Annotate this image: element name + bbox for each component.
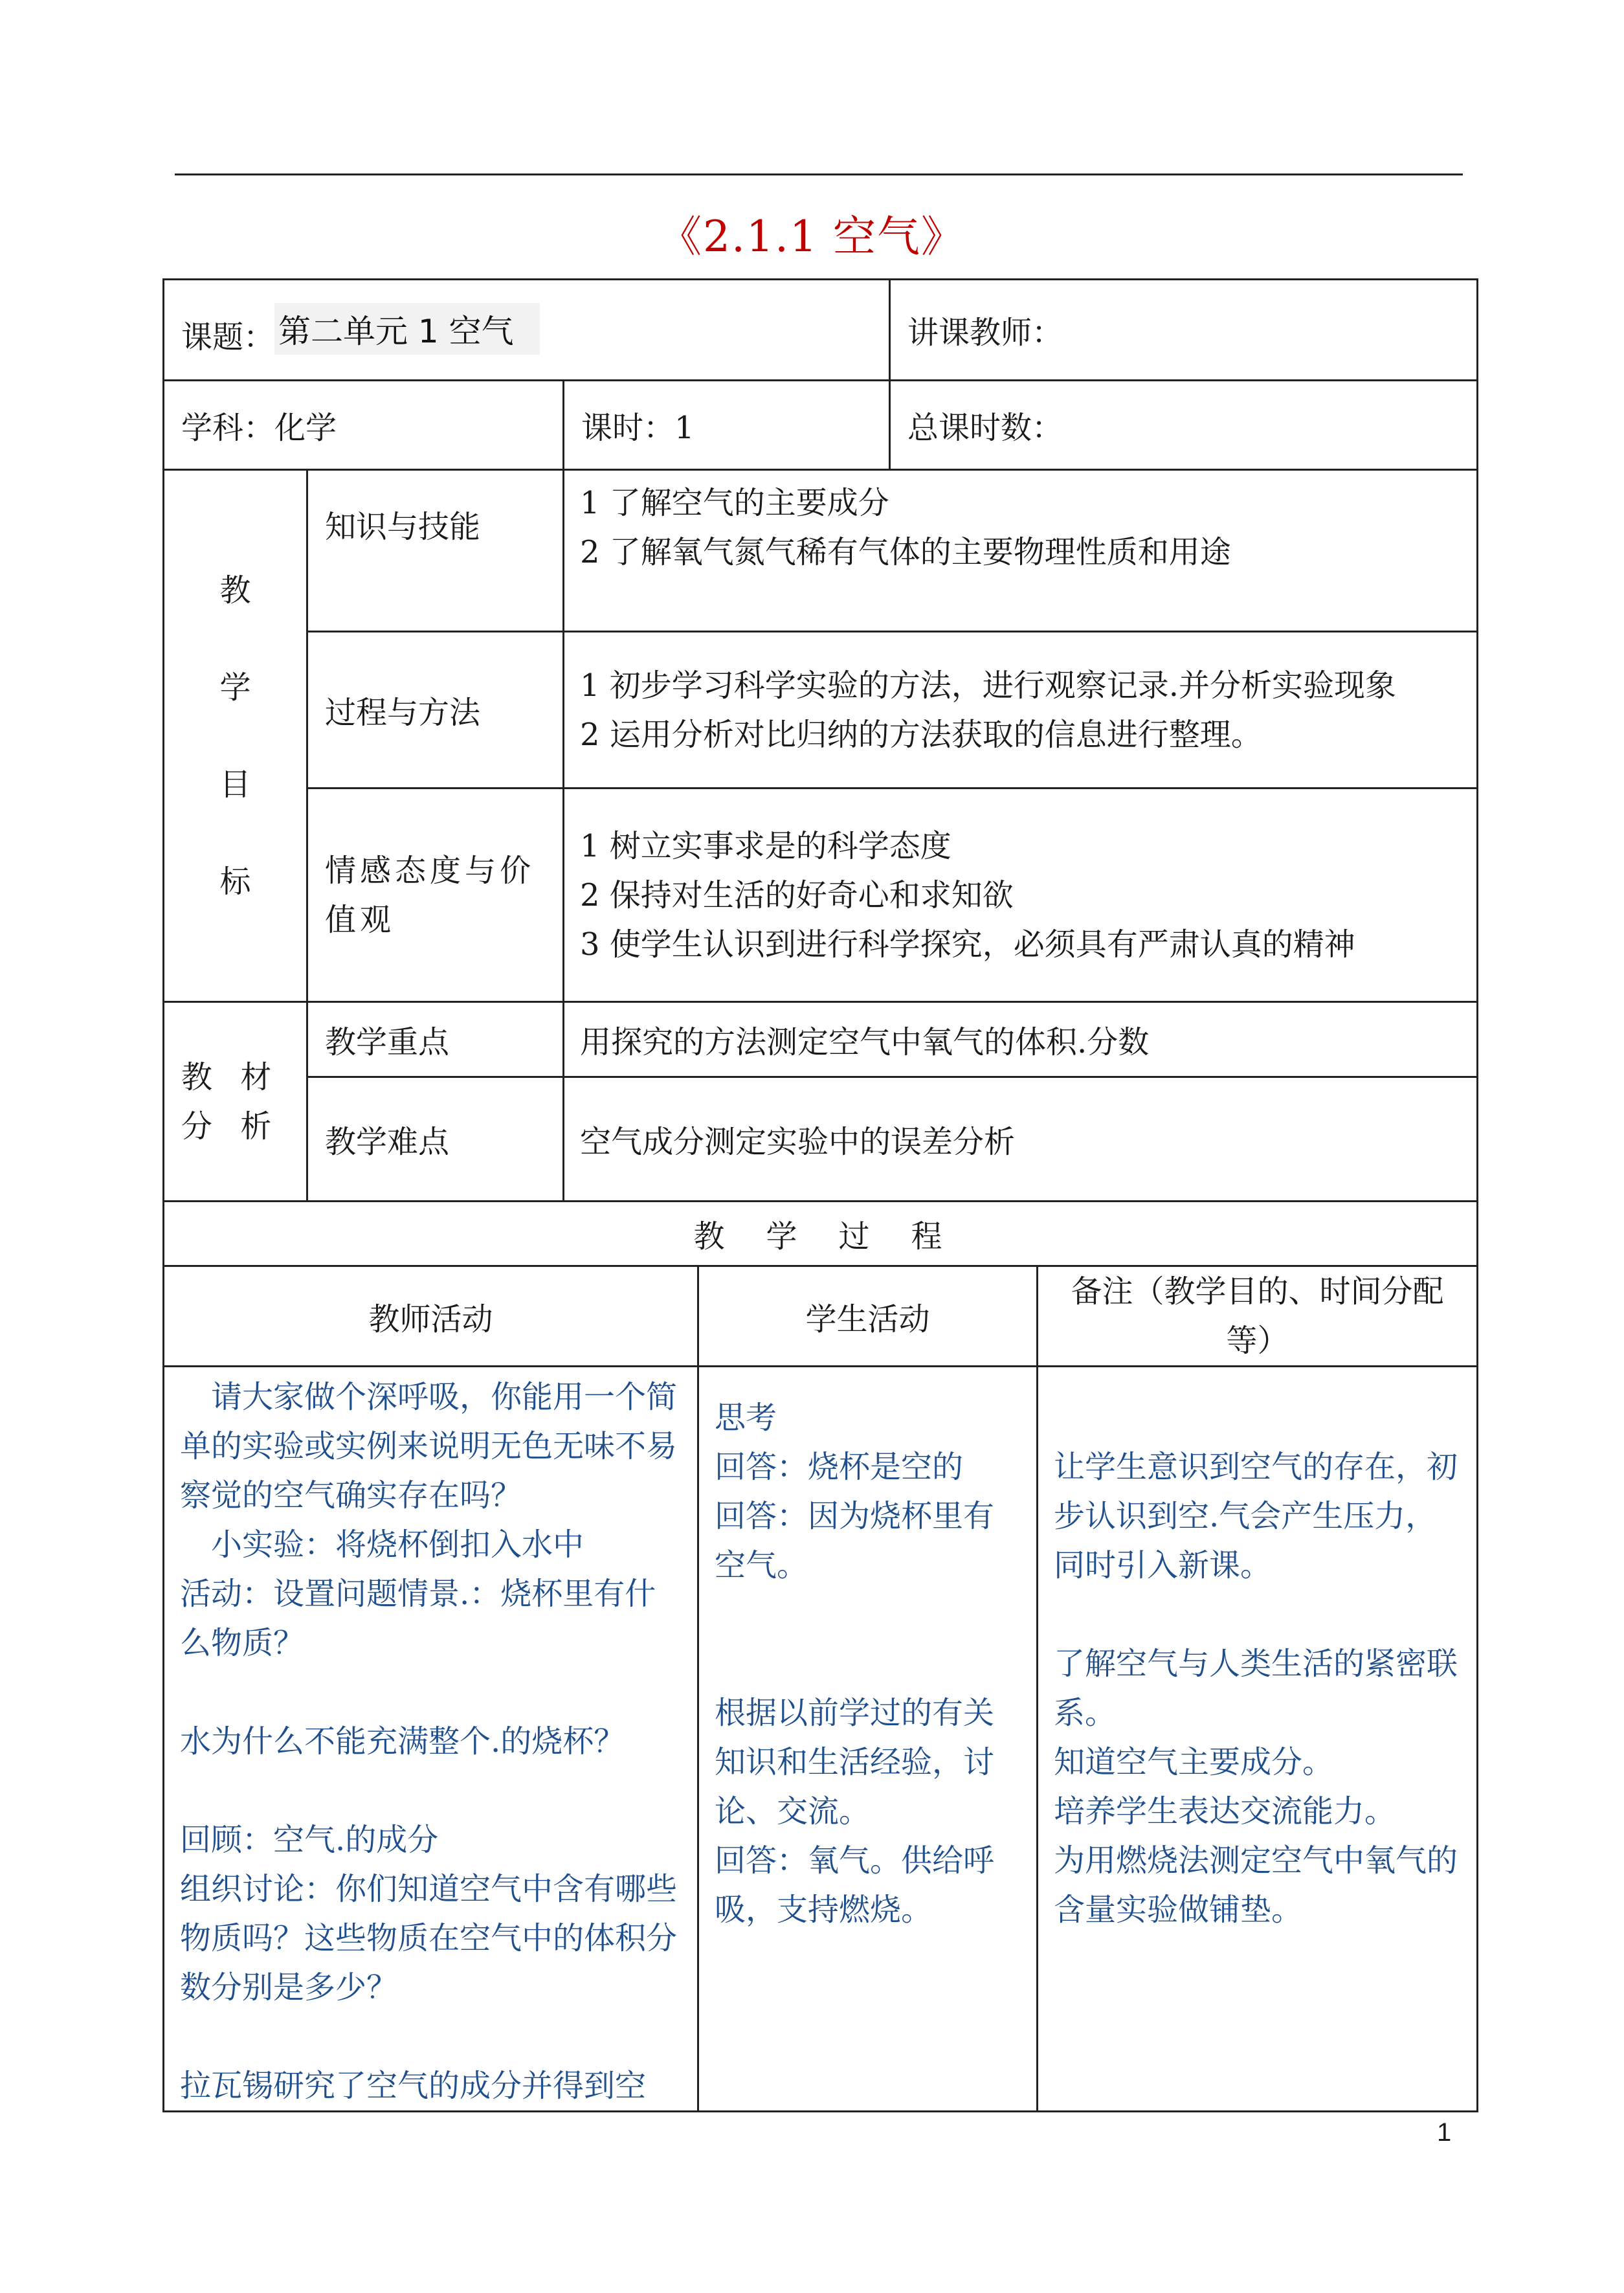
- objectives-char-1: 教: [219, 572, 251, 609]
- objective-line: 3 使学生认识到进行科学探究，必须具有严肃认真的精神: [580, 926, 1355, 963]
- row-topic: [164, 280, 1478, 381]
- teacher-spacer: [180, 1668, 682, 1717]
- teacher-label: 讲课教师：: [907, 315, 1063, 351]
- teacher-activity-header: 教师活动: [164, 1266, 698, 1367]
- student-paragraph: 思考: [715, 1400, 777, 1436]
- objectives-group-label: [164, 470, 307, 1002]
- teacher-paragraph: 回顾：空气.的成分: [180, 1822, 439, 1858]
- notes-paragraph: 知道空气主要成分。: [1054, 1744, 1334, 1780]
- objectives-char-2: 学: [219, 669, 251, 706]
- row-subject: [164, 381, 1478, 470]
- objectives-char-3: 目: [219, 766, 251, 803]
- student-paragraph: 回答：因为烧杯里有空气。: [715, 1498, 995, 1583]
- period-label: 课时：1: [581, 410, 695, 446]
- teacher-paragraph: 水为什么不能充满整个.的烧杯？: [180, 1723, 625, 1760]
- row-process-headers: [164, 1266, 1478, 1367]
- teacher-activity-cell: [164, 1367, 698, 2112]
- row-key-point: [164, 1002, 1478, 1077]
- teacher-cell: [890, 280, 1478, 381]
- page-number: 1: [1437, 2118, 1452, 2147]
- objective-content-process: [564, 632, 1478, 789]
- student-activity-header: 学生活动: [698, 1266, 1038, 1367]
- topic-label: 课题：: [181, 319, 275, 355]
- row-process-content: [164, 1367, 1478, 2112]
- notes-paragraph: 让学生意识到空气的存在，初步认识到空.气会产生压力，同时引入新课。: [1054, 1449, 1458, 1583]
- objective-line: 2 了解氧气氮气稀有气体的主要物理性质和用途: [580, 534, 1231, 570]
- lesson-plan-table: [162, 278, 1478, 2112]
- objective-line: 2 运用分析对比归纳的方法获取的信息进行整理。: [580, 716, 1262, 753]
- notes-paragraph: 培养学生表达交流能力。: [1054, 1793, 1396, 1829]
- student-paragraph: 回答：氧气。供给呼吸，支持燃烧。: [715, 1842, 995, 1928]
- row-objective-process: [164, 632, 1478, 789]
- notes-spacer: [1054, 1590, 1461, 1639]
- row-process-title: [164, 1202, 1478, 1266]
- row-objective-knowledge: [164, 470, 1478, 632]
- key-point-value: 用探究的方法测定空气中氧气的体积.分数: [564, 1002, 1478, 1077]
- row-objective-attitude: [164, 789, 1478, 1002]
- difficult-point-value: 空气成分测定实验中的误差分析: [564, 1077, 1478, 1202]
- notes-paragraph: 为用燃烧法测定空气中氧气的含量实验做铺垫。: [1054, 1842, 1458, 1928]
- period-cell: [564, 381, 890, 470]
- student-spacer: [715, 1639, 1021, 1688]
- process-title: 教 学 过 程: [164, 1202, 1478, 1266]
- objective-line: 1 了解空气的主要成分: [580, 485, 889, 521]
- document-title: 《2.1.1 空气》: [659, 212, 965, 262]
- row-difficult-point: [164, 1077, 1478, 1202]
- teacher-spacer: [180, 2012, 682, 2061]
- total-periods-cell: [890, 381, 1478, 470]
- student-paragraph: 根据以前学过的有关知识和生活经验，讨论、交流。: [715, 1695, 995, 1829]
- objective-label-knowledge: 知识与技能: [307, 470, 564, 632]
- subject-cell: [164, 381, 564, 470]
- objective-label-attitude: 情感态度与价值观: [307, 789, 564, 1002]
- objective-content-knowledge: [564, 470, 1478, 632]
- teacher-paragraph: 拉瓦锡研究了空气的成分并得到空: [180, 2068, 647, 2104]
- student-paragraph: 回答：烧杯是空的: [715, 1449, 964, 1485]
- notes-paragraph: 了解空气与人类生活的紧密联系。: [1054, 1646, 1458, 1731]
- topic-value: 第二单元 1 空气: [274, 303, 540, 355]
- difficult-point-label: 教学难点: [307, 1077, 564, 1202]
- teacher-spacer: [180, 1766, 682, 1815]
- objective-label-process: 过程与方法: [307, 632, 564, 789]
- notes-header: 备注（教学目的、时间分配等）: [1038, 1266, 1478, 1367]
- objective-content-attitude: [564, 789, 1478, 1002]
- notes-spacer: [1054, 1393, 1461, 1442]
- key-point-label: 教学重点: [307, 1002, 564, 1077]
- teacher-paragraph: 组织讨论：你们知道空气中含有哪些物质吗？这些物质在空气中的体积分数分别是多少？: [180, 1871, 678, 2006]
- total-periods-label: 总课时数：: [907, 410, 1063, 446]
- topic-cell: [164, 280, 890, 381]
- student-spacer: [715, 1590, 1021, 1639]
- objective-line: 1 初步学习科学实验的方法，进行观察记录.并分析实验现象: [580, 667, 1397, 704]
- header-rule: [175, 173, 1463, 175]
- objective-line: 1 树立实事求是的科学态度: [580, 827, 951, 864]
- analysis-group-label: 教 材 分 析: [164, 1002, 307, 1202]
- teacher-paragraph: 活动：设置问题情景.：烧杯里有什么物质？: [180, 1576, 656, 1661]
- teacher-paragraph: 小实验：将烧杯倒扣入水中: [180, 1527, 584, 1563]
- teacher-paragraph: 请大家做个深呼吸，你能用一个简单的实验或实例来说明无色无味不易察觉的空气确实存在吗？: [180, 1379, 678, 1514]
- notes-cell: [1038, 1367, 1478, 2112]
- objectives-char-4: 标: [219, 863, 251, 900]
- student-activity-cell: [698, 1367, 1038, 2112]
- objective-line: 2 保持对生活的好奇心和求知欲: [580, 877, 1014, 913]
- subject-label: 学科：化学: [181, 410, 337, 446]
